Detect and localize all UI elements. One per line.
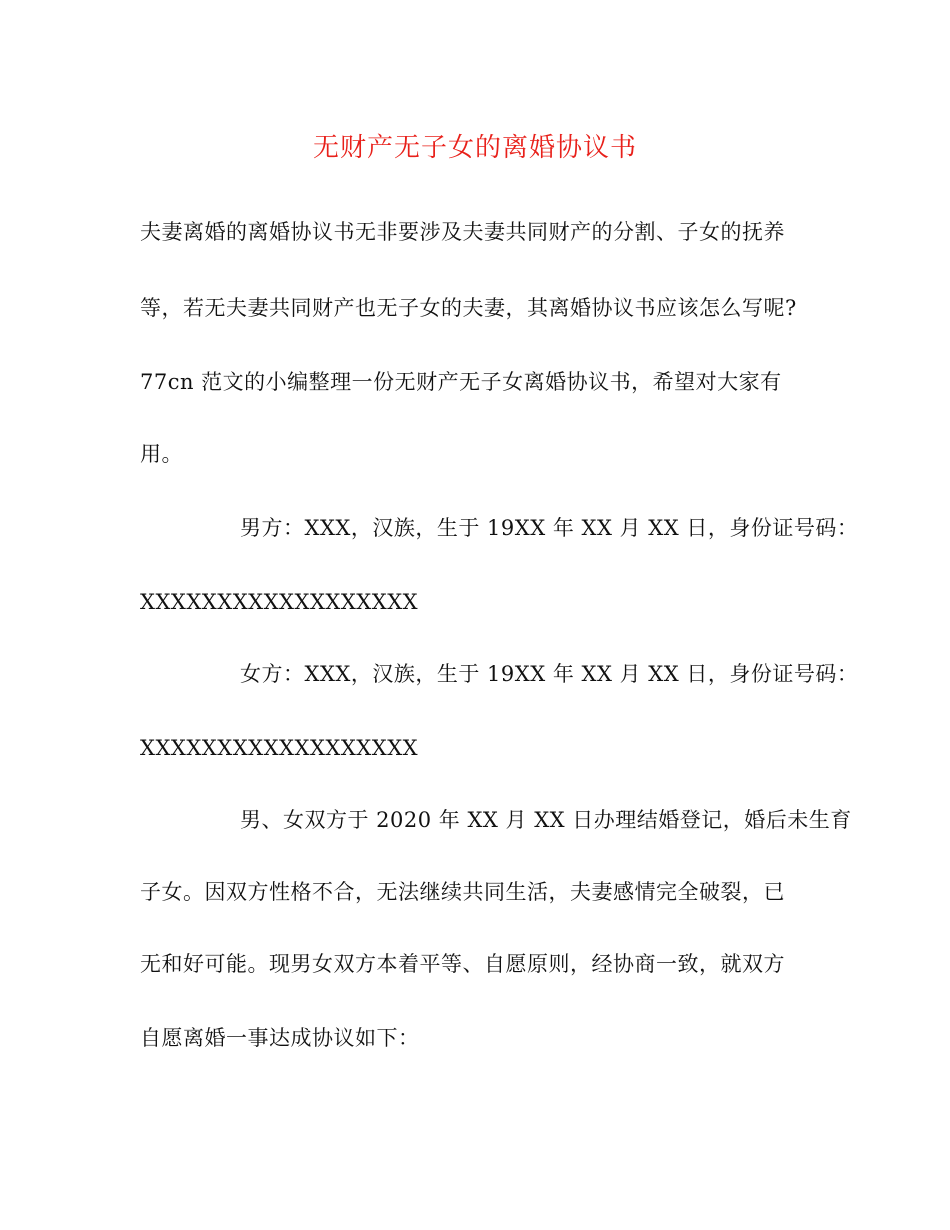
body-line-4: 自愿离婚一事达成协议如下： — [140, 1026, 420, 1050]
female-info-line-1: 女方：XXX，汉族，生于 19XX 年 XX 月 XX 日，身份证号码： — [240, 662, 859, 686]
male-info-line-1: 男方：XXX，汉族，生于 19XX 年 XX 月 XX 日，身份证号码： — [240, 516, 859, 540]
body-line-1: 男、女双方于 2020 年 XX 月 XX 日办理结婚登记，婚后未生育 — [240, 808, 852, 832]
intro-line-1: 夫妻离婚的离婚协议书无非要涉及夫妻共同财产的分割、子女的抚养 — [140, 220, 785, 244]
female-id-number: XXXXXXXXXXXXXXXXXX — [140, 736, 419, 760]
body-line-3: 无和好可能。现男女双方本着平等、自愿原则，经协商一致，就双方 — [140, 952, 785, 976]
intro-line-3: 77cn 范文的小编整理一份无财产无子女离婚协议书，希望对大家有 — [140, 370, 782, 394]
male-id-number: XXXXXXXXXXXXXXXXXX — [140, 590, 419, 614]
intro-line-4: 用。 — [140, 442, 183, 466]
intro-line-2: 等，若无夫妻共同财产也无子女的夫妻，其离婚协议书应该怎么写呢? — [140, 296, 797, 320]
document-title: 无财产无子女的离婚协议书 — [312, 133, 637, 163]
body-line-2: 子女。因双方性格不合，无法继续共同生活，夫妻感情完全破裂，已 — [140, 880, 785, 904]
